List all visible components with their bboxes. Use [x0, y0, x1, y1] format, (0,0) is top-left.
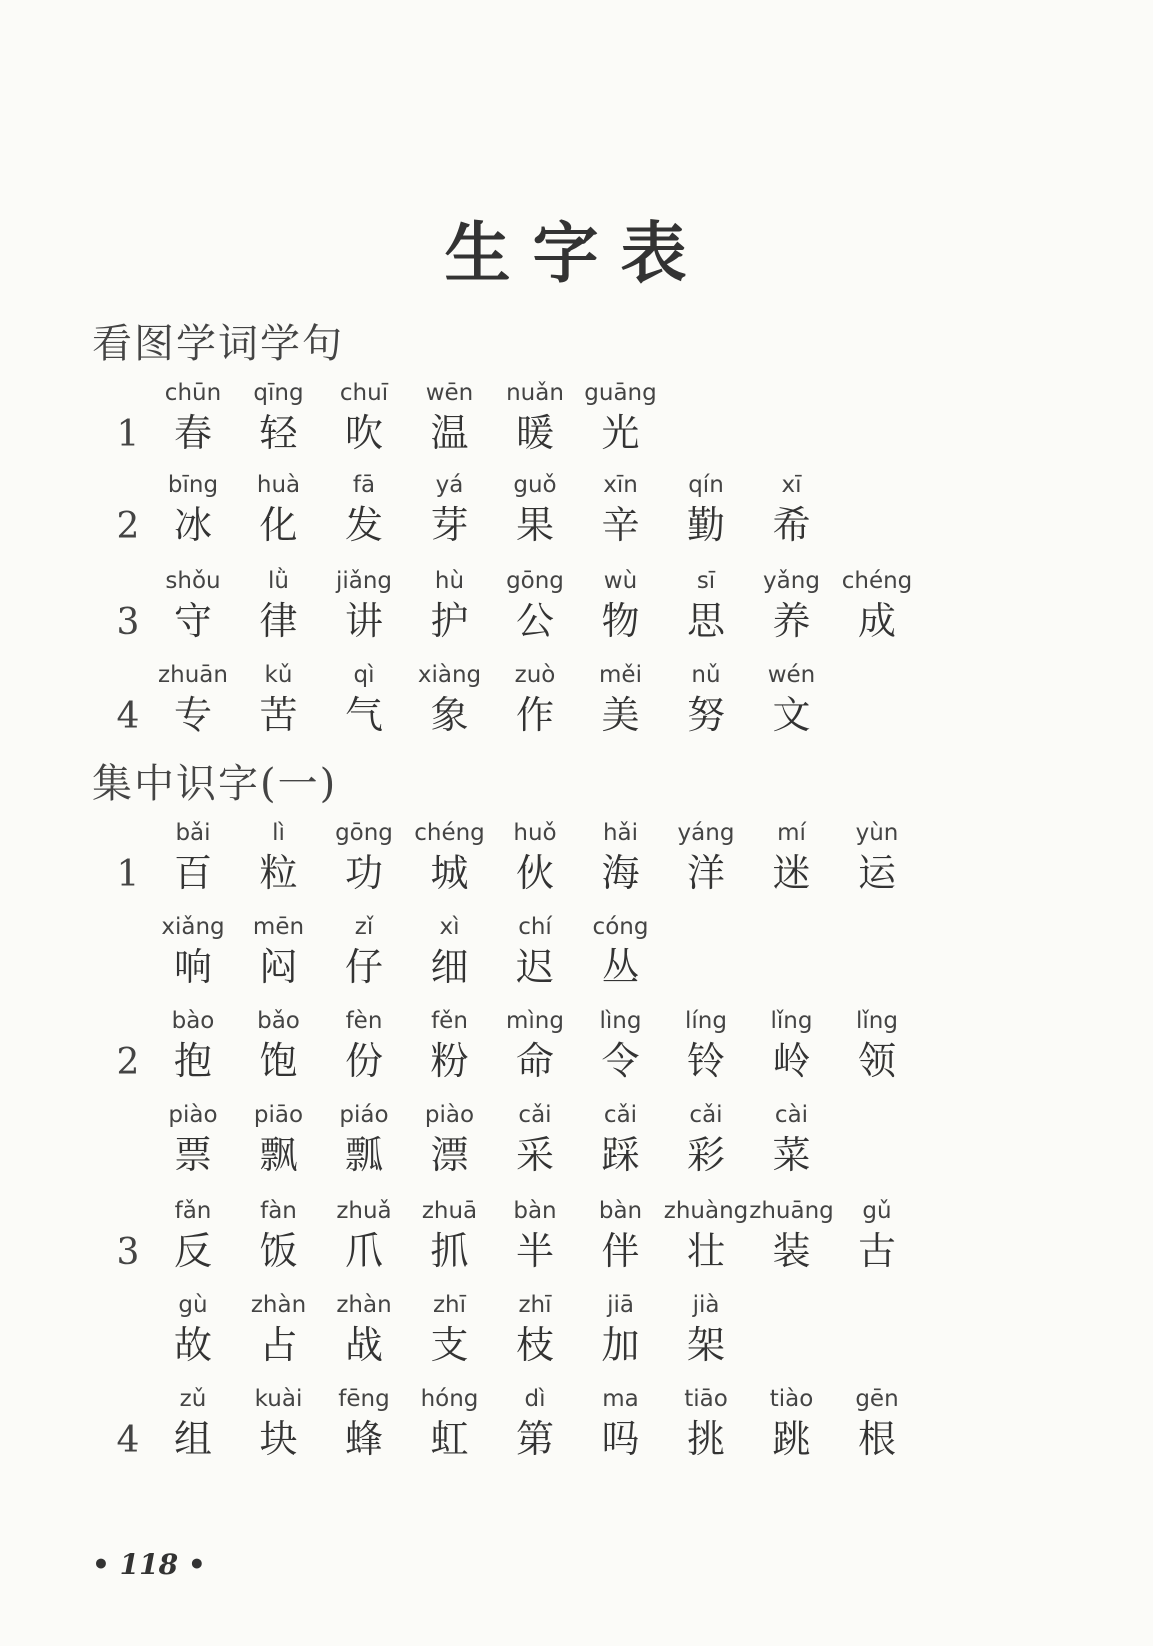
- character-cell: [661, 1196, 751, 1276]
- pinyin: fàn: [260, 1198, 297, 1224]
- character-cell: [832, 566, 922, 646]
- hanzi: 养: [772, 599, 811, 643]
- pinyin: jià: [692, 1292, 720, 1318]
- character-cell: [319, 1100, 409, 1180]
- character-cell: [490, 470, 580, 550]
- character-cell: [661, 660, 751, 740]
- character-cell: [319, 912, 409, 992]
- hanzi: 冰: [173, 503, 212, 547]
- character-cell: [832, 1196, 922, 1276]
- hanzi: 饭: [259, 1229, 298, 1273]
- hanzi: 丛: [601, 945, 640, 989]
- character-cell: [148, 1384, 238, 1464]
- pinyin: zhuàng: [663, 1198, 749, 1224]
- pinyin: wù: [603, 568, 638, 594]
- pinyin: cǎi: [518, 1102, 552, 1128]
- hanzi: 彩: [686, 1133, 725, 1177]
- pinyin: zhuān: [158, 662, 228, 688]
- character-cell: [319, 1006, 409, 1086]
- character-cell: [661, 1100, 751, 1180]
- row-number: 3: [116, 602, 140, 643]
- hanzi: 讲: [344, 599, 383, 643]
- pinyin: hóng: [420, 1386, 479, 1412]
- character-cell: [319, 660, 409, 740]
- row-number: 4: [116, 1420, 140, 1461]
- pinyin: bào: [171, 1008, 215, 1034]
- pinyin: nǔ: [691, 662, 721, 688]
- pinyin: ma: [602, 1386, 639, 1412]
- hanzi: 第: [515, 1417, 554, 1461]
- character-row: [0, 818, 1153, 908]
- character-cell: [747, 1100, 837, 1180]
- character-row: [0, 566, 1153, 656]
- pinyin: yǎng: [763, 568, 820, 594]
- row-number: 3: [116, 1232, 140, 1273]
- character-cell: [576, 1100, 666, 1180]
- hanzi: 命: [515, 1039, 554, 1083]
- pinyin: mēn: [252, 914, 305, 940]
- hanzi: 光: [601, 411, 640, 455]
- hanzi: 故: [173, 1323, 212, 1367]
- character-cell: [576, 818, 666, 898]
- hanzi: 粉: [430, 1039, 469, 1083]
- pinyin: gēn: [855, 1386, 899, 1412]
- pinyin: xiǎng: [161, 914, 225, 940]
- character-cell: [490, 1006, 580, 1086]
- character-cell: [234, 1100, 324, 1180]
- pinyin: piáo: [339, 1102, 389, 1128]
- character-cell: [405, 1196, 495, 1276]
- character-cell: [832, 818, 922, 898]
- pinyin: fěn: [431, 1008, 468, 1034]
- pinyin: qín: [688, 472, 724, 498]
- character-cell: [747, 1006, 837, 1086]
- hanzi: 加: [601, 1323, 640, 1367]
- character-cell: [319, 1290, 409, 1370]
- character-cell: [405, 566, 495, 646]
- character-cell: [490, 818, 580, 898]
- hanzi: 根: [857, 1417, 896, 1461]
- pinyin: hù: [434, 568, 465, 594]
- pinyin: gōng: [335, 820, 393, 846]
- pinyin: fēng: [338, 1386, 390, 1412]
- hanzi: 城: [430, 851, 469, 895]
- hanzi: 领: [857, 1039, 896, 1083]
- pinyin: chí: [518, 914, 552, 940]
- character-cell: [661, 1006, 751, 1086]
- pinyin: zhuǎ: [336, 1198, 392, 1224]
- hanzi: 百: [173, 851, 212, 895]
- hanzi: 吹: [344, 411, 383, 455]
- character-cell: [405, 470, 495, 550]
- hanzi: 洋: [686, 851, 725, 895]
- pinyin: lìng: [599, 1008, 642, 1034]
- pinyin: wēn: [425, 380, 474, 406]
- pinyin: xì: [439, 914, 460, 940]
- character-row: [0, 1196, 1153, 1286]
- hanzi: 蜂: [344, 1417, 383, 1461]
- pinyin: bàn: [513, 1198, 557, 1224]
- character-cell: [234, 660, 324, 740]
- section-title: 看图学词学句: [92, 321, 344, 367]
- hanzi: 细: [430, 945, 469, 989]
- hanzi: 勤: [686, 503, 725, 547]
- character-row: [0, 470, 1153, 560]
- hanzi: 抓: [430, 1229, 469, 1273]
- hanzi: 苦: [259, 693, 298, 737]
- character-cell: [661, 1384, 751, 1464]
- pinyin: guāng: [584, 380, 657, 406]
- hanzi: 迷: [772, 851, 811, 895]
- hanzi: 占: [259, 1323, 298, 1367]
- pinyin: bǎi: [175, 820, 211, 846]
- character-cell: [747, 1384, 837, 1464]
- pinyin: zhuā: [421, 1198, 478, 1224]
- character-cell: [576, 912, 666, 992]
- pinyin: tiào: [769, 1386, 814, 1412]
- pinyin: dì: [524, 1386, 546, 1412]
- character-cell: [747, 566, 837, 646]
- character-cell: [490, 912, 580, 992]
- hanzi: 律: [259, 599, 298, 643]
- pinyin: nuǎn: [506, 380, 564, 406]
- character-cell: [234, 818, 324, 898]
- character-cell: [747, 660, 837, 740]
- hanzi: 象: [430, 693, 469, 737]
- pinyin: cóng: [592, 914, 649, 940]
- pinyin: mí: [777, 820, 806, 846]
- pinyin: chuī: [339, 380, 389, 406]
- hanzi: 辛: [601, 503, 640, 547]
- hanzi: 枝: [515, 1323, 554, 1367]
- character-cell: [661, 470, 751, 550]
- character-cell: [576, 470, 666, 550]
- hanzi: 美: [601, 693, 640, 737]
- pinyin: líng: [685, 1008, 727, 1034]
- character-cell: [576, 660, 666, 740]
- character-cell: [319, 378, 409, 458]
- hanzi: 仔: [344, 945, 383, 989]
- hanzi: 块: [259, 1417, 298, 1461]
- pinyin: bǎo: [257, 1008, 300, 1034]
- pinyin: lǐng: [770, 1008, 813, 1034]
- pinyin: zhī: [432, 1292, 467, 1318]
- pinyin: jiā: [607, 1292, 634, 1318]
- pinyin: cǎi: [689, 1102, 723, 1128]
- pinyin: gǔ: [862, 1198, 892, 1224]
- character-cell: [747, 470, 837, 550]
- character-cell: [576, 1006, 666, 1086]
- hanzi: 组: [173, 1417, 212, 1461]
- pinyin: zhuāng: [749, 1198, 834, 1224]
- hanzi: 文: [772, 693, 811, 737]
- pinyin: hǎi: [602, 820, 639, 846]
- hanzi: 伴: [601, 1229, 640, 1273]
- pinyin: zuò: [514, 662, 556, 688]
- hanzi: 思: [686, 599, 725, 643]
- hanzi: 虹: [430, 1417, 469, 1461]
- character-cell: [234, 912, 324, 992]
- character-cell: [490, 566, 580, 646]
- character-cell: [319, 1384, 409, 1464]
- character-cell: [661, 566, 751, 646]
- pinyin: fā: [352, 472, 376, 498]
- character-cell: [405, 1100, 495, 1180]
- hanzi: 份: [344, 1039, 383, 1083]
- pinyin: kuài: [254, 1386, 303, 1412]
- character-cell: [148, 1290, 238, 1370]
- hanzi: 希: [772, 503, 811, 547]
- row-number: 2: [116, 1042, 140, 1083]
- character-cell: [576, 1384, 666, 1464]
- hanzi: 努: [686, 693, 725, 737]
- pinyin: tiāo: [684, 1386, 728, 1412]
- character-cell: [405, 818, 495, 898]
- hanzi: 支: [430, 1323, 469, 1367]
- character-cell: [319, 470, 409, 550]
- hanzi: 壮: [686, 1229, 725, 1273]
- pinyin: kǔ: [264, 662, 293, 688]
- pinyin: lǐng: [856, 1008, 898, 1034]
- pinyin: bàn: [598, 1198, 643, 1224]
- pinyin: piào: [168, 1102, 218, 1128]
- pinyin: sī: [696, 568, 716, 594]
- character-cell: [405, 660, 495, 740]
- pinyin: fèn: [345, 1008, 383, 1034]
- hanzi: 化: [259, 503, 298, 547]
- hanzi: 闷: [259, 945, 298, 989]
- character-cell: [661, 1290, 751, 1370]
- pinyin: zǔ: [179, 1386, 207, 1412]
- row-number: 2: [116, 506, 140, 547]
- character-cell: [148, 378, 238, 458]
- pinyin: cài: [774, 1102, 809, 1128]
- hanzi: 专: [173, 693, 212, 737]
- character-cell: [148, 912, 238, 992]
- pinyin: cǎi: [603, 1102, 638, 1128]
- pinyin: gù: [178, 1292, 208, 1318]
- pinyin: yùn: [855, 820, 899, 846]
- character-row: [0, 378, 1153, 468]
- character-cell: [490, 378, 580, 458]
- hanzi: 守: [173, 599, 212, 643]
- hanzi: 古: [857, 1229, 896, 1273]
- character-cell: [405, 912, 495, 992]
- pinyin: piāo: [253, 1102, 304, 1128]
- hanzi: 温: [430, 411, 469, 455]
- hanzi: 气: [344, 693, 383, 737]
- character-cell: [319, 1196, 409, 1276]
- character-cell: [576, 378, 666, 458]
- pinyin: mìng: [506, 1008, 564, 1034]
- hanzi: 抱: [173, 1039, 212, 1083]
- character-cell: [832, 1006, 922, 1086]
- pinyin: měi: [599, 662, 642, 688]
- hanzi: 飘: [259, 1133, 298, 1177]
- hanzi: 发: [344, 503, 383, 547]
- hanzi: 瓢: [344, 1133, 383, 1177]
- hanzi: 漂: [430, 1133, 469, 1177]
- character-cell: [576, 1290, 666, 1370]
- hanzi: 功: [344, 851, 383, 895]
- character-cell: [234, 1384, 324, 1464]
- pinyin: chūn: [164, 380, 222, 406]
- character-cell: [576, 566, 666, 646]
- character-cell: [234, 470, 324, 550]
- pinyin: xī: [781, 472, 802, 498]
- hanzi: 反: [173, 1229, 212, 1273]
- pinyin: guǒ: [513, 472, 557, 498]
- pinyin: qì: [353, 662, 375, 688]
- hanzi: 票: [173, 1133, 212, 1177]
- hanzi: 伙: [515, 851, 554, 895]
- hanzi: 作: [515, 693, 554, 737]
- hanzi: 暖: [515, 411, 554, 455]
- character-row: [0, 1290, 1153, 1380]
- character-cell: [661, 818, 751, 898]
- pinyin: xīn: [603, 472, 638, 498]
- pinyin: lǜ: [268, 568, 289, 594]
- character-cell: [405, 1290, 495, 1370]
- pinyin: yáng: [677, 820, 735, 846]
- character-cell: [319, 818, 409, 898]
- hanzi: 采: [515, 1133, 554, 1177]
- page-title: 生字表: [444, 214, 709, 292]
- hanzi: 爪: [344, 1229, 383, 1273]
- hanzi: 菜: [772, 1133, 811, 1177]
- hanzi: 轻: [259, 411, 298, 455]
- character-row: [0, 1100, 1153, 1190]
- character-cell: [747, 1196, 837, 1276]
- hanzi: 果: [515, 503, 554, 547]
- character-cell: [148, 470, 238, 550]
- character-cell: [234, 1290, 324, 1370]
- hanzi: 令: [601, 1039, 640, 1083]
- character-cell: [234, 1196, 324, 1276]
- row-number: 4: [116, 696, 140, 737]
- pinyin: shǒu: [165, 568, 221, 594]
- pinyin: fǎn: [174, 1198, 212, 1224]
- character-cell: [148, 566, 238, 646]
- hanzi: 物: [601, 599, 640, 643]
- hanzi: 半: [515, 1229, 554, 1273]
- character-cell: [490, 1196, 580, 1276]
- pinyin: jiǎng: [335, 568, 393, 594]
- hanzi: 公: [515, 599, 554, 643]
- hanzi: 护: [430, 599, 469, 643]
- hanzi: 成: [857, 599, 896, 643]
- hanzi: 芽: [430, 503, 469, 547]
- character-cell: [148, 1006, 238, 1086]
- row-number: 1: [116, 414, 140, 455]
- pinyin: zhī: [518, 1292, 552, 1318]
- pinyin: chéng: [414, 820, 485, 846]
- pinyin: huǒ: [513, 820, 557, 846]
- character-cell: [405, 1384, 495, 1464]
- pinyin: bīng: [167, 472, 219, 498]
- pinyin: zhàn: [336, 1292, 392, 1318]
- hanzi: 岭: [772, 1039, 811, 1083]
- character-cell: [148, 1100, 238, 1180]
- character-cell: [490, 660, 580, 740]
- character-cell: [234, 566, 324, 646]
- hanzi: 响: [173, 945, 212, 989]
- pinyin: zǐ: [354, 914, 374, 940]
- character-cell: [576, 1196, 666, 1276]
- row-number: 1: [116, 854, 140, 895]
- hanzi: 挑: [686, 1417, 725, 1461]
- character-cell: [234, 1006, 324, 1086]
- pinyin: wén: [767, 662, 816, 688]
- character-cell: [148, 1196, 238, 1276]
- character-cell: [319, 566, 409, 646]
- hanzi: 吗: [601, 1417, 640, 1461]
- pinyin: lì: [272, 820, 285, 846]
- hanzi: 粒: [259, 851, 298, 895]
- character-row: [0, 660, 1153, 750]
- pinyin: qīng: [253, 380, 304, 406]
- pinyin: gōng: [506, 568, 564, 594]
- character-cell: [747, 818, 837, 898]
- page-number: • 118 •: [92, 1548, 206, 1581]
- character-cell: [148, 818, 238, 898]
- character-row: [0, 1006, 1153, 1096]
- hanzi: 架: [686, 1323, 725, 1367]
- character-cell: [148, 660, 238, 740]
- pinyin: xiàng: [417, 662, 482, 688]
- hanzi: 装: [772, 1229, 811, 1273]
- pinyin: zhàn: [250, 1292, 307, 1318]
- hanzi: 饱: [259, 1039, 298, 1083]
- character-cell: [490, 1100, 580, 1180]
- hanzi: 战: [344, 1323, 383, 1367]
- character-cell: [832, 1384, 922, 1464]
- pinyin: yá: [435, 472, 464, 498]
- character-cell: [490, 1384, 580, 1464]
- hanzi: 跳: [772, 1417, 811, 1461]
- character-row: [0, 912, 1153, 1002]
- hanzi: 运: [857, 851, 896, 895]
- character-cell: [405, 378, 495, 458]
- section-title: 集中识字(一): [92, 761, 338, 807]
- character-row: [0, 1384, 1153, 1474]
- hanzi: 春: [173, 411, 212, 455]
- hanzi: 踩: [601, 1133, 640, 1177]
- character-cell: [405, 1006, 495, 1086]
- pinyin: piào: [424, 1102, 475, 1128]
- pinyin: chéng: [841, 568, 913, 594]
- pinyin: huà: [256, 472, 301, 498]
- hanzi: 铃: [686, 1039, 725, 1083]
- hanzi: 海: [601, 851, 640, 895]
- character-cell: [234, 378, 324, 458]
- hanzi: 迟: [515, 945, 554, 989]
- character-cell: [490, 1290, 580, 1370]
